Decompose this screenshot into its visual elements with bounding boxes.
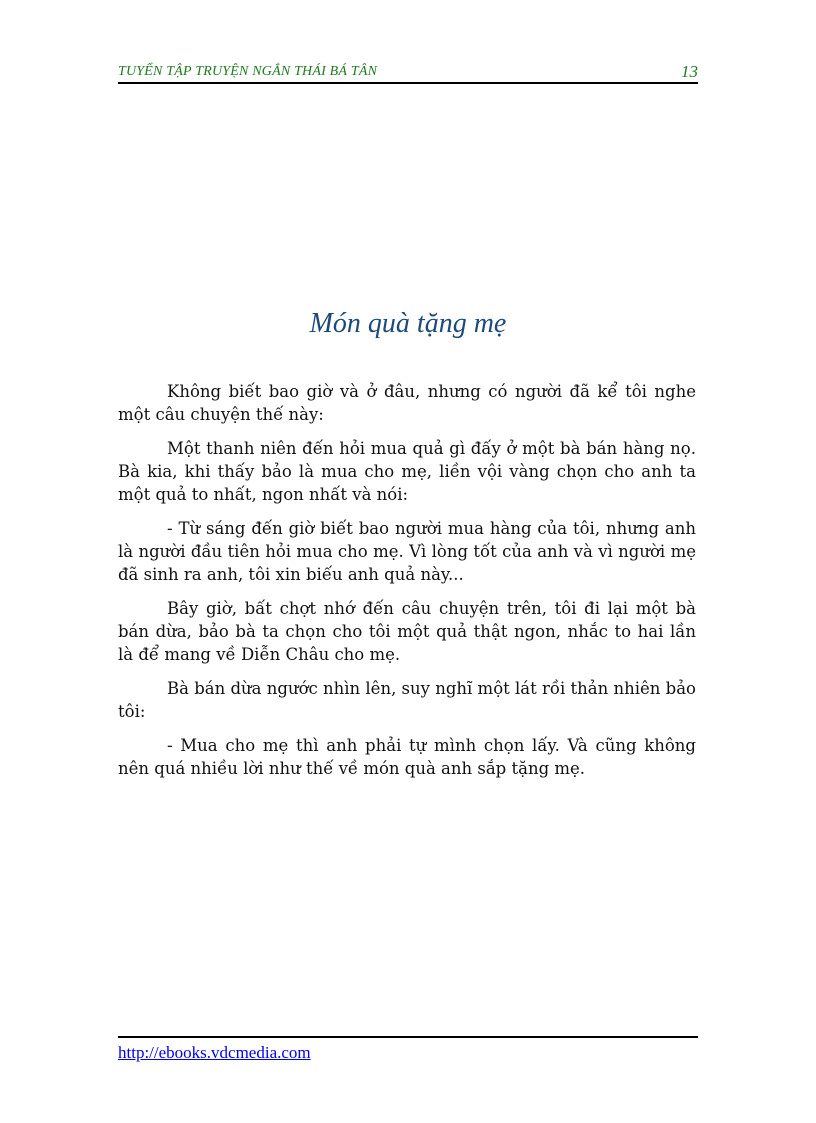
- story-title: Món quà tặng mẹ: [309, 308, 507, 339]
- paragraph: Không biết bao giờ và ở đâu, nhưng có người đã kể tôi nghe một câu chuyện thế này:: [118, 382, 696, 424]
- paragraph: Bây giờ, bất chợt nhớ đến câu chuyện trên, tôi đi lại một bà bán dừa, bảo bà ta chọn cho tôi một quả thật ngon, nhắc to hai lần là để mang về Diễn Châu cho mẹ.: [118, 599, 696, 664]
- page-number: 13: [681, 62, 698, 81]
- paragraph: - Từ sáng đến giờ biết bao người mua hàng của tôi, nhưng anh là người đầu tiên hỏi mua cho mẹ. Vì lòng tốt của anh và vì người mẹ đã sinh ra anh, tôi xin biếu anh quả này...: [118, 519, 696, 584]
- website-link[interactable]: http://ebooks.vdcmedia.com: [118, 1043, 311, 1062]
- paragraph: Một thanh niên đến hỏi mua quả gì đấy ở một bà bán hàng nọ. Bà kia, khi thấy bảo là mua cho mẹ, liền vội vàng chọn cho anh ta một quả to nhất, ngon nhất và nói:: [118, 439, 696, 504]
- story-body: [118, 380, 696, 791]
- paragraph: - Mua cho mẹ thì anh phải tự mình chọn lấy. Và cũng không nên quá nhiều lời như thế về món quà anh sắp tặng mẹ.: [118, 736, 696, 778]
- paragraph: Bà bán dừa ngước nhìn lên, suy nghĩ một lát rồi thản nhiên bảo tôi:: [118, 679, 696, 721]
- page-header: [118, 60, 698, 84]
- page-footer: [118, 1036, 698, 1068]
- book-title: TUYỂN TẬP TRUYỆN NGẮN THÁI BÁ TÂN: [118, 64, 378, 79]
